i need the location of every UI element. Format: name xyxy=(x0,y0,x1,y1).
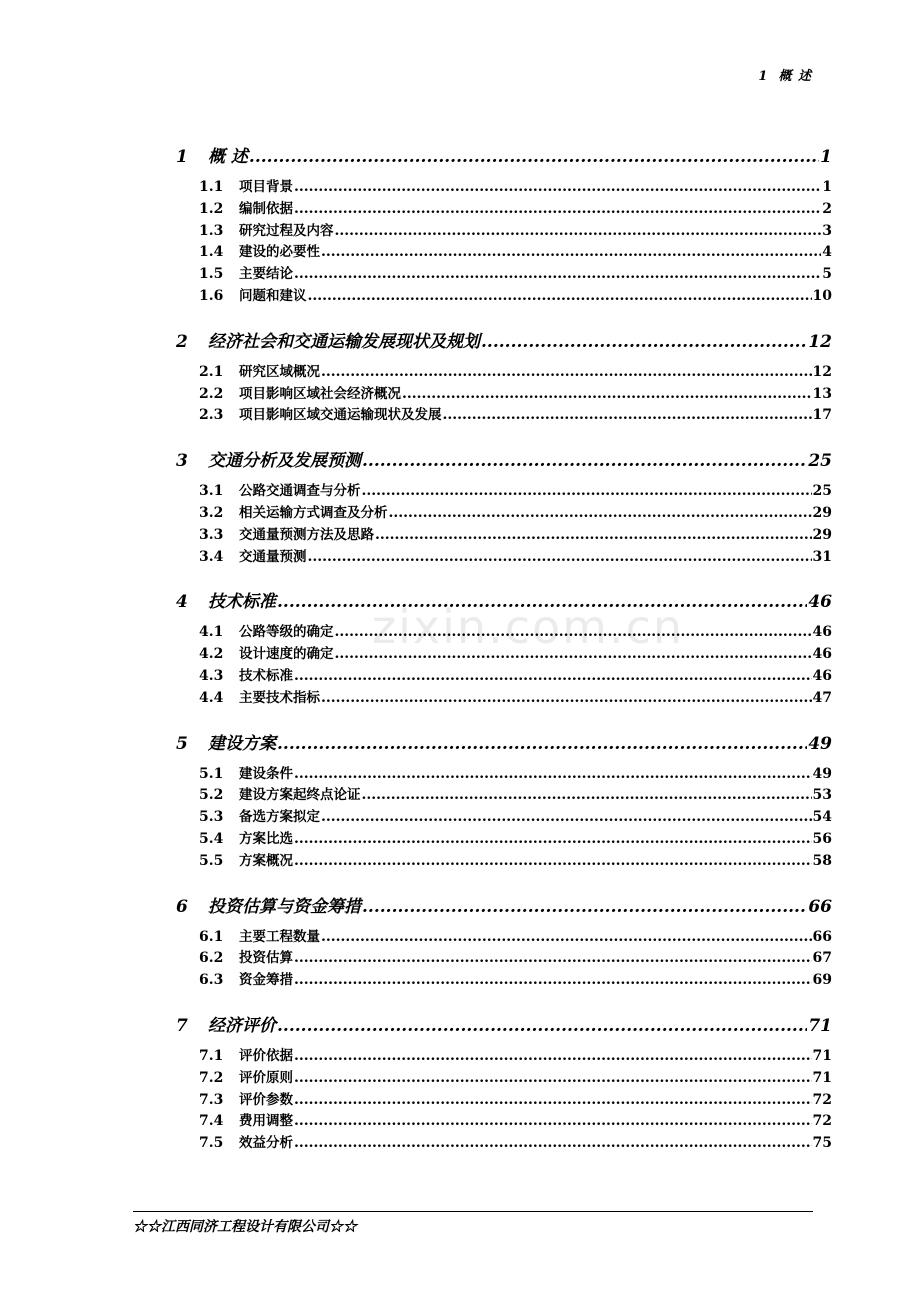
section-title: 备选方案拟定 xyxy=(239,809,320,826)
toc-chapter-3[interactable] xyxy=(173,447,832,475)
section-number: 2.2 xyxy=(199,385,224,402)
section-page-number: 46 xyxy=(812,667,832,684)
section-page-number: 49 xyxy=(812,765,832,782)
section-page-number: 58 xyxy=(812,852,832,869)
section-title: 评价原则 xyxy=(239,1069,293,1086)
section-number: 7.5 xyxy=(199,1135,224,1152)
toc-section-7-1[interactable] xyxy=(173,1046,832,1068)
section-title: 建设的必要性 xyxy=(239,244,320,261)
chapter-number: 3 xyxy=(176,451,188,472)
chapter-title: 经济评价 xyxy=(208,1015,276,1036)
section-page-number: 71 xyxy=(812,1069,832,1086)
section-page-number: 12 xyxy=(812,363,832,380)
dot-leader xyxy=(443,405,812,427)
section-page-number: 46 xyxy=(812,646,832,663)
toc-chapter-5[interactable] xyxy=(173,730,832,758)
section-number: 3.2 xyxy=(199,504,224,521)
section-title: 方案比选 xyxy=(239,830,293,847)
dot-leader xyxy=(294,764,812,786)
section-page-number: 71 xyxy=(812,1047,832,1064)
section-page-number: 1 xyxy=(822,179,832,195)
toc-chapter-1[interactable] xyxy=(173,143,832,171)
section-number: 1.3 xyxy=(199,222,224,239)
section-page-number: 17 xyxy=(812,407,832,424)
toc-section-5-2[interactable] xyxy=(173,785,832,807)
toc-section-4-3[interactable] xyxy=(173,666,832,688)
section-page-number: 69 xyxy=(812,972,832,989)
toc-section-1-1[interactable] xyxy=(173,177,832,199)
chapter-title: 经济社会和交通运输发展现状及规划 xyxy=(208,331,480,352)
dot-leader xyxy=(294,199,821,221)
section-title: 研究区域概况 xyxy=(239,363,320,380)
section-number: 6.1 xyxy=(199,928,224,945)
dot-leader xyxy=(335,644,812,666)
section-title: 建设方案起终点论证 xyxy=(239,787,361,804)
section-title: 主要结论 xyxy=(239,266,293,283)
section-number: 5.3 xyxy=(199,809,224,826)
chapter-title: 概 述 xyxy=(208,147,248,167)
toc-section-6-3[interactable] xyxy=(173,970,832,992)
section-page-number: 29 xyxy=(812,504,832,521)
toc-section-2-3[interactable] xyxy=(173,405,832,427)
chapter-number: 4 xyxy=(176,592,188,613)
section-title: 项目影响区域社会经济概况 xyxy=(239,385,401,402)
section-number: 1.5 xyxy=(199,266,224,283)
toc-section-5-1[interactable] xyxy=(173,764,832,786)
section-number: 1.6 xyxy=(199,287,224,304)
section-title: 设计速度的确定 xyxy=(239,646,334,663)
dot-leader xyxy=(362,893,807,921)
dot-leader xyxy=(294,264,821,286)
toc-section-1-2[interactable] xyxy=(173,199,832,221)
chapter-number: 1 xyxy=(176,147,188,167)
toc-section-1-4[interactable] xyxy=(173,242,832,264)
section-title: 建设条件 xyxy=(239,765,293,782)
section-number: 3.3 xyxy=(199,526,224,543)
section-title: 公路交通调查与分析 xyxy=(239,483,361,500)
section-page-number: 72 xyxy=(812,1113,832,1130)
toc-section-1-3[interactable] xyxy=(173,221,832,243)
section-page-number: 31 xyxy=(812,548,832,565)
section-page-number: 13 xyxy=(812,385,832,402)
section-number: 1.1 xyxy=(199,179,224,195)
toc-section-4-2[interactable] xyxy=(173,644,832,666)
section-title: 技术标准 xyxy=(239,667,293,684)
section-number: 4.3 xyxy=(199,667,224,684)
section-title: 编制依据 xyxy=(239,200,293,217)
dot-leader xyxy=(481,328,807,356)
section-title: 主要工程数量 xyxy=(239,928,320,945)
section-title: 项目影响区域交通运输现状及发展 xyxy=(239,407,442,424)
chapter-page-number: 66 xyxy=(808,896,832,917)
chapter-page-number: 1 xyxy=(820,147,832,167)
section-number: 3.1 xyxy=(199,483,224,500)
section-title: 方案概况 xyxy=(239,852,293,869)
dot-leader xyxy=(294,1068,812,1090)
dot-leader xyxy=(277,1012,807,1040)
dot-leader xyxy=(294,1046,812,1068)
dot-leader xyxy=(277,588,807,616)
section-number: 5.1 xyxy=(199,765,224,782)
section-title: 评价依据 xyxy=(239,1047,293,1064)
toc-section-5-5[interactable] xyxy=(173,851,832,873)
chapter-page-number: 71 xyxy=(808,1015,832,1036)
section-page-number: 10 xyxy=(812,287,832,304)
page-header xyxy=(758,65,812,84)
chapter-title: 技术标准 xyxy=(208,592,276,613)
section-page-number: 66 xyxy=(812,928,832,945)
section-number: 4.2 xyxy=(199,646,224,663)
dot-leader xyxy=(375,525,812,547)
dot-leader xyxy=(321,688,812,710)
chapter-title: 投资估算与资金筹措 xyxy=(208,896,361,917)
chapter-number: 5 xyxy=(176,733,188,754)
section-page-number: 72 xyxy=(812,1091,832,1108)
section-title: 公路等级的确定 xyxy=(239,624,334,641)
dot-leader xyxy=(335,622,812,644)
toc-section-5-3[interactable] xyxy=(173,807,832,829)
header-chapter-number: 1 xyxy=(758,69,769,84)
dot-leader xyxy=(277,730,807,758)
toc-section-6-1[interactable] xyxy=(173,927,832,949)
section-title: 投资估算 xyxy=(239,950,293,967)
dot-leader xyxy=(294,851,812,873)
dot-leader xyxy=(362,447,807,475)
section-page-number: 29 xyxy=(812,526,832,543)
chapter-page-number: 46 xyxy=(808,592,832,613)
section-number: 3.4 xyxy=(199,548,224,565)
toc-chapter-6[interactable] xyxy=(173,893,832,921)
dot-leader xyxy=(308,286,812,308)
section-page-number: 47 xyxy=(812,689,832,706)
chapter-number: 6 xyxy=(176,896,188,917)
section-title: 研究过程及内容 xyxy=(239,222,334,239)
section-number: 6.2 xyxy=(199,950,224,967)
dot-leader xyxy=(402,384,812,406)
section-number: 4.4 xyxy=(199,689,224,706)
section-number: 5.5 xyxy=(199,852,224,869)
watermark: zixin.com.cn xyxy=(372,600,685,654)
section-title: 资金筹措 xyxy=(239,972,293,989)
toc-section-2-2[interactable] xyxy=(173,384,832,406)
section-title: 费用调整 xyxy=(239,1113,293,1130)
toc-section-1-6[interactable] xyxy=(173,286,832,308)
section-number: 1.2 xyxy=(199,200,224,217)
toc-section-7-5[interactable] xyxy=(173,1133,832,1155)
dot-leader xyxy=(294,666,812,688)
chapter-number: 2 xyxy=(176,331,188,352)
dot-leader xyxy=(294,948,812,970)
page-footer: ☆☆江西同济工程设计有限公司☆☆ xyxy=(133,1219,357,1235)
toc-chapter-7[interactable] xyxy=(173,1012,832,1040)
section-page-number: 4 xyxy=(822,244,832,261)
section-title: 相关运输方式调查及分析 xyxy=(239,504,388,521)
dot-leader xyxy=(294,829,812,851)
section-title: 交通量预测 xyxy=(239,548,307,565)
section-number: 7.1 xyxy=(199,1047,224,1064)
section-page-number: 2 xyxy=(822,200,832,217)
toc-section-4-4[interactable] xyxy=(173,688,832,710)
toc-section-6-2[interactable] xyxy=(173,948,832,970)
section-page-number: 75 xyxy=(812,1135,832,1152)
section-page-number: 53 xyxy=(812,787,832,804)
toc-section-7-3[interactable] xyxy=(173,1090,832,1112)
section-page-number: 5 xyxy=(822,266,832,283)
section-title: 问题和建议 xyxy=(239,287,307,304)
section-number: 7.4 xyxy=(199,1113,224,1130)
section-number: 6.3 xyxy=(199,972,224,989)
toc-chapter-4[interactable] xyxy=(173,588,832,616)
section-number: 1.4 xyxy=(199,244,224,261)
section-title: 主要技术指标 xyxy=(239,689,320,706)
section-number: 5.2 xyxy=(199,787,224,804)
table-of-contents xyxy=(173,143,832,1175)
section-page-number: 56 xyxy=(812,830,832,847)
dot-leader xyxy=(294,1111,812,1133)
chapter-page-number: 25 xyxy=(808,451,832,472)
section-page-number: 3 xyxy=(822,222,832,239)
dot-leader xyxy=(362,785,812,807)
dot-leader xyxy=(294,1090,812,1112)
section-page-number: 67 xyxy=(812,950,832,967)
section-number: 2.1 xyxy=(199,363,224,380)
chapter-page-number: 12 xyxy=(808,331,832,352)
toc-section-2-1[interactable] xyxy=(173,362,832,384)
section-page-number: 25 xyxy=(812,483,832,500)
toc-section-3-3[interactable] xyxy=(173,525,832,547)
section-number: 5.4 xyxy=(199,830,224,847)
dot-leader xyxy=(321,362,812,384)
toc-section-7-2[interactable] xyxy=(173,1068,832,1090)
toc-section-7-4[interactable] xyxy=(173,1111,832,1133)
dot-leader xyxy=(294,1133,812,1155)
toc-section-5-4[interactable] xyxy=(173,829,832,851)
chapter-title: 建设方案 xyxy=(208,733,276,754)
chapter-title: 交通分析及发展预测 xyxy=(208,451,361,472)
chapter-number: 7 xyxy=(176,1015,188,1036)
section-number: 7.2 xyxy=(199,1069,224,1086)
dot-leader xyxy=(321,807,812,829)
section-title: 交通量预测方法及思路 xyxy=(239,526,374,543)
section-title: 效益分析 xyxy=(239,1135,293,1152)
footer-divider xyxy=(133,1211,813,1212)
header-chapter-title: 概 述 xyxy=(778,69,812,84)
section-number: 7.3 xyxy=(199,1091,224,1108)
section-number: 4.1 xyxy=(199,624,224,641)
dot-leader xyxy=(308,547,812,569)
dot-leader xyxy=(321,242,821,264)
toc-section-3-4[interactable] xyxy=(173,547,832,569)
dot-leader xyxy=(321,927,812,949)
section-number: 2.3 xyxy=(199,407,224,424)
section-title: 评价参数 xyxy=(239,1091,293,1108)
section-page-number: 46 xyxy=(812,624,832,641)
toc-section-3-1[interactable] xyxy=(173,481,832,503)
chapter-page-number: 49 xyxy=(808,733,832,754)
toc-section-4-1[interactable] xyxy=(173,622,832,644)
dot-leader xyxy=(294,970,812,992)
dot-leader xyxy=(335,221,822,243)
section-page-number: 54 xyxy=(812,809,832,826)
dot-leader xyxy=(249,143,819,171)
toc-chapter-2[interactable] xyxy=(173,328,832,356)
dot-leader xyxy=(294,177,821,199)
section-title: 项目背景 xyxy=(239,179,293,195)
toc-section-1-5[interactable] xyxy=(173,264,832,286)
toc-section-3-2[interactable] xyxy=(173,503,832,525)
dot-leader xyxy=(362,481,812,503)
dot-leader xyxy=(389,503,812,525)
